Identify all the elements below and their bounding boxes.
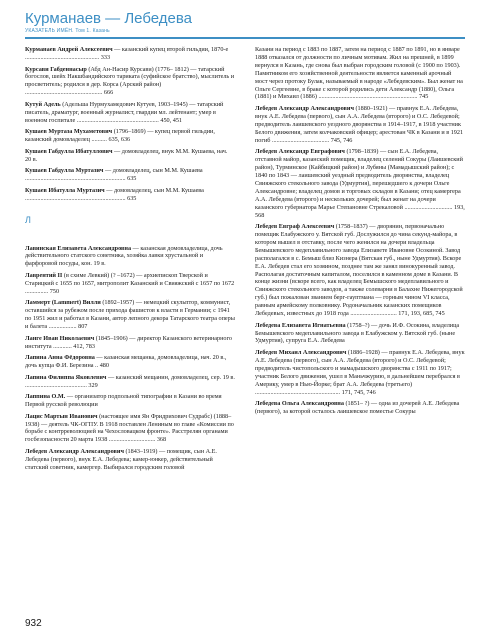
running-header <box>25 10 465 34</box>
entry-name: Кушаев Муртаза Мухаметович <box>25 128 113 136</box>
index-entry <box>25 66 235 98</box>
entry-name: Лебедев Александр Александрович <box>25 447 124 455</box>
entry-name: Кушаев Габдулла Ибатуллович <box>25 147 113 155</box>
entry-name: Курманаев Андрей Алексеевич <box>25 46 113 53</box>
entry-name: Лапина Анна Фёдоровна <box>25 354 95 362</box>
entry-text: — казанская мещанка, домовладелица, нач. 20 в., дочь купца Ф.И. Березина .. 480 <box>25 354 227 370</box>
index-entry <box>25 148 235 164</box>
section-letter: Л <box>25 214 31 225</box>
index-entries-l-continued <box>255 46 465 416</box>
index-entry <box>25 335 235 351</box>
index-entry <box>255 322 465 346</box>
entry-name: Ланге Иван Николаевич <box>25 334 95 342</box>
running-subtitle: УКАЗАТЕЛЬ ИМЁН. Том 1. Казань <box>25 28 110 34</box>
entry-name: Ламмерт (Lammert) Вилли <box>25 299 101 307</box>
entry-text: (1886–1928) — правнук Е.А. Лебедева, внук А.Е. Лебедева (первого), сын А.А. Лебедева (второго) и О.С. Лебедевой; предводитель чистопольского и мамадышского дворянства с 1911 по 1917; участник Белого движения, ушел в Маньчжурию, в дальнейшем перебрался в Америку, умер в Нью-Йорке; брат А.А. Лебедева (третьего) ....................................................... 171, 745, 746 <box>255 349 465 396</box>
entry-name: Лебедев Михаил Александрович <box>255 349 347 357</box>
entry-text: (Абд Ан-Насир Курсави) (1776– 1812) — татарский богослов, шейх Накшбандийского тариката (суфийское братство), мыслитель и просветитель; родился в дер. Корса (Арский район) .................................................. 666 <box>25 65 235 97</box>
index-entry <box>25 448 235 472</box>
entry-text: — организатор подпольной типографии в Казани во время Первой русской революции <box>25 393 222 409</box>
index-entry <box>25 393 235 409</box>
index-entry <box>255 400 465 416</box>
entry-text: — казанский мещанин, домовладелец, сер. 19 в. ........................................ 329 <box>25 373 235 389</box>
entry-text: (1892–1957) — немецкий скульптор, коммунист, оставшийся за рубежом после прихода фашистов к власти в Германии; с 1941 по 1951 жил и работал в Казани, автор лепного декора Татарского театра оперы и балета .................. 807 <box>25 299 235 331</box>
entry-name: Лебедев Евграф Алексеевич <box>255 223 335 231</box>
entry-name: Лаппина О.М. <box>25 393 66 401</box>
entry-name: Лебедев Александр Евграфович <box>255 148 345 156</box>
running-title: Курманаев — Лебедева <box>25 10 193 27</box>
entry-name: Кушаев Габдулла Муртазич <box>25 167 104 175</box>
entry-text: (1758–1837) — дворянин, первоначально помещик Елабужского у. Вятской губ. Дослужился до чина секунд-майора, в котором вышел в отставку, после чего женился на дочери владельца Бемышевского медеплавильного завода Елизавете Ивановне Осокиной. Завод располагался в с. Бемыш близ Кизнера (Вятская губ., ныне Удмуртия). Вскоре Е.А. Лебедев стал его хозяином, позднее там же занял винокуренный завод. Располагая достаточным капиталом, поселился в каменном доме в Казани. В конце жизни (вскоре всего, как владелец Бемышского медеплавильного и Свияжского стекольного заводов, а также солеварни в Балахне Нижегородской губ.) был пожалован званием берг-гауптмана — горным чином VI класса, равным армейскому полковнику. Родоначальник казанских помещиков Лебедевых, известных до 1918 года .............................. 171, 193, 685, 745 <box>255 223 463 318</box>
entry-text: (1880–1921) — правнук Е.А. Лебедева, внук А.Е. Лебедева (первого), сын А.А. Лебедева (второго) и О.С. Лебедевой; предводитель лаишевского уездного дворянства в 1914–1917, в 1918 участник Белого движения, затем колчаковский офицер; арестован ЧК в Казани и в 1921 погиб ..................................... 745, 746 <box>255 105 464 144</box>
entry-name: Курсави Габденнасыр <box>25 65 87 73</box>
entry-name: Лебедева Елизавета Игнатьевна <box>255 321 346 329</box>
entry-text: — казанская домовладелица, дочь действительного статского советника, хозяйка лавки хрустальной и фарфоровой посуды, кон. 19 в. <box>25 244 223 268</box>
entry-text: — казанский купец второй гильдии, 1870-е ................................................ 333 <box>25 46 229 61</box>
index-entry <box>25 354 235 370</box>
entry-name: Лебедева Ольга Александровна <box>255 400 344 408</box>
entry-name: Лавинская Елизавета Александровна <box>25 244 132 252</box>
entry-text: (1798–1839) — сын Е.А. Лебедева, отставной майор, казанский помещик, владелец селений Сокуры (Лаишевский район), Турминское (Кайбицкий район) и Лубяны (Мамадышский район); с 1840 по 1843 — лаишевский уездный предводитель дворянства, владелец Свияжского стекольного завода (Удмуртия), перешедшего к дочери Ольге Александровне; владелец домов и торговых складов в Казани; отец камергера А.А. Лебедева (второго) и нескольких дочерей; был женат на дочери казанского губернатора Марье Степановне Стрекаловой ............................... 193, 568 <box>255 148 465 219</box>
index-entry <box>25 128 235 144</box>
index-entry <box>255 105 465 145</box>
index-entry <box>25 299 235 331</box>
index-entry <box>255 148 465 219</box>
entry-text: — домовладелец, внук М.М. Кушаева, нач. 20 в. <box>25 147 228 163</box>
entry-text: (Адельша Нурмухамедович Кутуев, 1903–1945) — татарский писатель, драматург, военный журналист, гвардии мл. лейтенант; умер в военном госпитале ..................................................... 450, 451 <box>25 100 224 124</box>
entry-text: Казани на период с 1883 по 1887, затем на период с 1887 по 1891, но в январе 1888 отказался от должности по личным мотивам. Жил на прешней, в 1899 вернулся в Казань, где снова был выбран городским головой (с 1900 по 1903). Памятником его хозяйственной деятельности является каменный арочный мост через протоку Булак, называемый в народе «Лебедевским». Был женат на Ольге Сергеевне, в браке с которой родились дети Александр (1880), Ольга (1881) и Михаил (1886) ................................................................ 745 <box>255 46 463 101</box>
index-entry <box>25 272 235 296</box>
entry-text: (1796–1869) — купец первой гильдии, казанский домовладелец .......... 635, 636 <box>25 128 215 144</box>
index-entry <box>25 374 235 390</box>
index-entry <box>25 101 235 125</box>
entry-name: Лапина Филиппа Яковлевич <box>25 373 107 381</box>
left-column <box>25 46 235 475</box>
entry-text: (1845–1906) — директор Казанского ветеринарного института ............ 412, 783 <box>25 334 232 350</box>
index-entry <box>25 187 235 203</box>
entry-text: (1851– ?) — одна из дочерей А.Е. Лебедева (первого), за которой осталось лаишевское поместье Сокуры <box>255 400 460 416</box>
right-column <box>255 46 465 420</box>
index-entry <box>25 167 235 183</box>
entry-text: (настоящее имя Ян Фридрихович Судрабс) (1888–1938) — деятель ЧК-ОГПУ. В 1918 поставлен Лениным во главе «Комиссии по борьбе с контрреволюцией на Чехословацком фронте». Расстрелян органами госбезопасности 20 марта 1938 .............................. 368 <box>25 412 234 444</box>
index-entry <box>25 245 235 269</box>
entry-text: (1758–?) — дочь И.Ф. Осокина, владелица Бемышевского медеплавильного завода в Елабужском у. Вятской губ. (ныне Удмуртия), супруга Е.А. Лебедева <box>255 321 460 345</box>
header-rule <box>25 37 465 39</box>
entry-text: (1843–1919) — помещик, сын А.Е. Лебедева (первого), внук Е.А. Лебедева; камер-юнкер, действительный статский советник, камергер. Выбирался городским головой <box>25 447 217 471</box>
entry-text: — домовладелец, сын М.М. Кушаева ................................................................. 635 <box>25 186 204 202</box>
index-entries-l <box>25 245 235 472</box>
entry-name: Кушаев Ибатулла Муртазич <box>25 186 105 194</box>
index-entry <box>255 223 465 318</box>
index-entry <box>255 349 465 396</box>
entry-text: — домовладелец, сын М.М. Кушаева ................................................................. 635 <box>25 167 203 183</box>
entry-name: Кутуй Адель <box>25 100 61 108</box>
entry-name: Лебедев Александр Александрович <box>255 105 354 113</box>
page-number: 932 <box>25 618 42 629</box>
index-entry <box>255 46 465 101</box>
index-entry <box>25 46 235 62</box>
index-entries-k <box>25 46 235 203</box>
entry-name: Лацис Мартын Иванович <box>25 412 98 420</box>
entry-name: Лаврентий II <box>25 271 63 279</box>
index-entry <box>25 413 235 445</box>
entry-text: (в схиме Левкий) (? –1672) — архиепископ Тверской и Старицкий с 1655 по 1657, митрополит Казанский и Свияжский с 1657 по 1672 ............... 750 <box>25 271 235 295</box>
